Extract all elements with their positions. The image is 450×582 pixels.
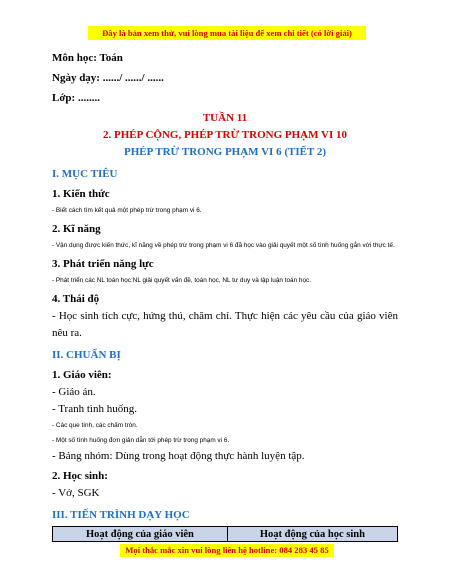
preview-banner: Đây là bản xem thử, vui lòng mua tài liệu để xem chi tiết (có lời giải) (88, 26, 366, 40)
week-heading: TUẦN 11 (202, 112, 248, 124)
section-process-heading: III. TIẾN TRÌNH DẠY HỌC (52, 509, 190, 521)
section-preparation-heading: II. CHUẨN BỊ (52, 349, 121, 361)
date-line: Ngày dạy: ....../ ....../ ...... (52, 72, 164, 84)
attitude-heading: 4. Thái độ (52, 293, 100, 305)
capacity-text: - Phát triển các NL toán học:NL giải quyết vấn đề, toán học, NL tư duy và lập luận toán học. (52, 277, 311, 284)
teacher-item-sticks: - Các que tính, các chấm tròn. (52, 422, 138, 429)
student-activity-header: Hoạt động của học sinh (227, 527, 397, 542)
teacher-item-group-board: - Bảng nhóm: Dùng trong hoạt động thực hành luyện tập. (52, 450, 305, 462)
teacher-item-picture: - Tranh tình huống. (52, 403, 137, 415)
capacity-heading: 3. Phát triển năng lực (52, 258, 154, 270)
attitude-text: - Học sinh tích cực, hứng thú, chăm chỉ. Thực hiện các yêu cầu của giáo viên nêu ra. (52, 310, 398, 339)
teacher-heading: 1. Giáo viên: (52, 369, 112, 381)
document-body (52, 48, 398, 542)
table-header-row (53, 527, 398, 542)
skills-heading: 2. Kĩ năng (52, 223, 101, 235)
hotline-footer: Mọi thắc mắc xin vui lòng liên hệ hotline: 084 283 45 85 (120, 544, 334, 557)
teacher-item-situations: - Một số tình huống đơn giản dẫn tới phép trừ trong phạm vi 6. (52, 437, 230, 444)
teacher-activity-header: Hoạt động của giáo viên (53, 527, 228, 542)
section-objectives-heading: I. MỤC TIÊU (52, 168, 118, 180)
student-item-books: - Vở, SGK (52, 487, 100, 499)
subject-line: Môn học: Toán (52, 52, 123, 64)
skills-text: - Vận dụng được kiến thức, kĩ năng về phép trừ trong phạm vi 6 đã học vào giải quyết một số tình huống gắn với thực tế. (52, 242, 395, 249)
lesson-title: 2. PHÉP CỘNG, PHÉP TRỪ TRONG PHẠM VI 10 (102, 129, 348, 141)
knowledge-text: - Biết cách tìm kết quả một phép trừ trong phạm vi 6. (52, 207, 202, 214)
activity-table (52, 526, 398, 542)
knowledge-heading: 1. Kiến thức (52, 188, 110, 200)
teacher-item-lesson-plan: - Giáo án. (52, 386, 96, 398)
lesson-subtitle: PHÉP TRỪ TRONG PHẠM VI 6 (TIẾT 2) (124, 146, 326, 158)
student-heading: 2. Học sinh: (52, 470, 108, 482)
class-line: Lớp: ........ (52, 92, 100, 104)
